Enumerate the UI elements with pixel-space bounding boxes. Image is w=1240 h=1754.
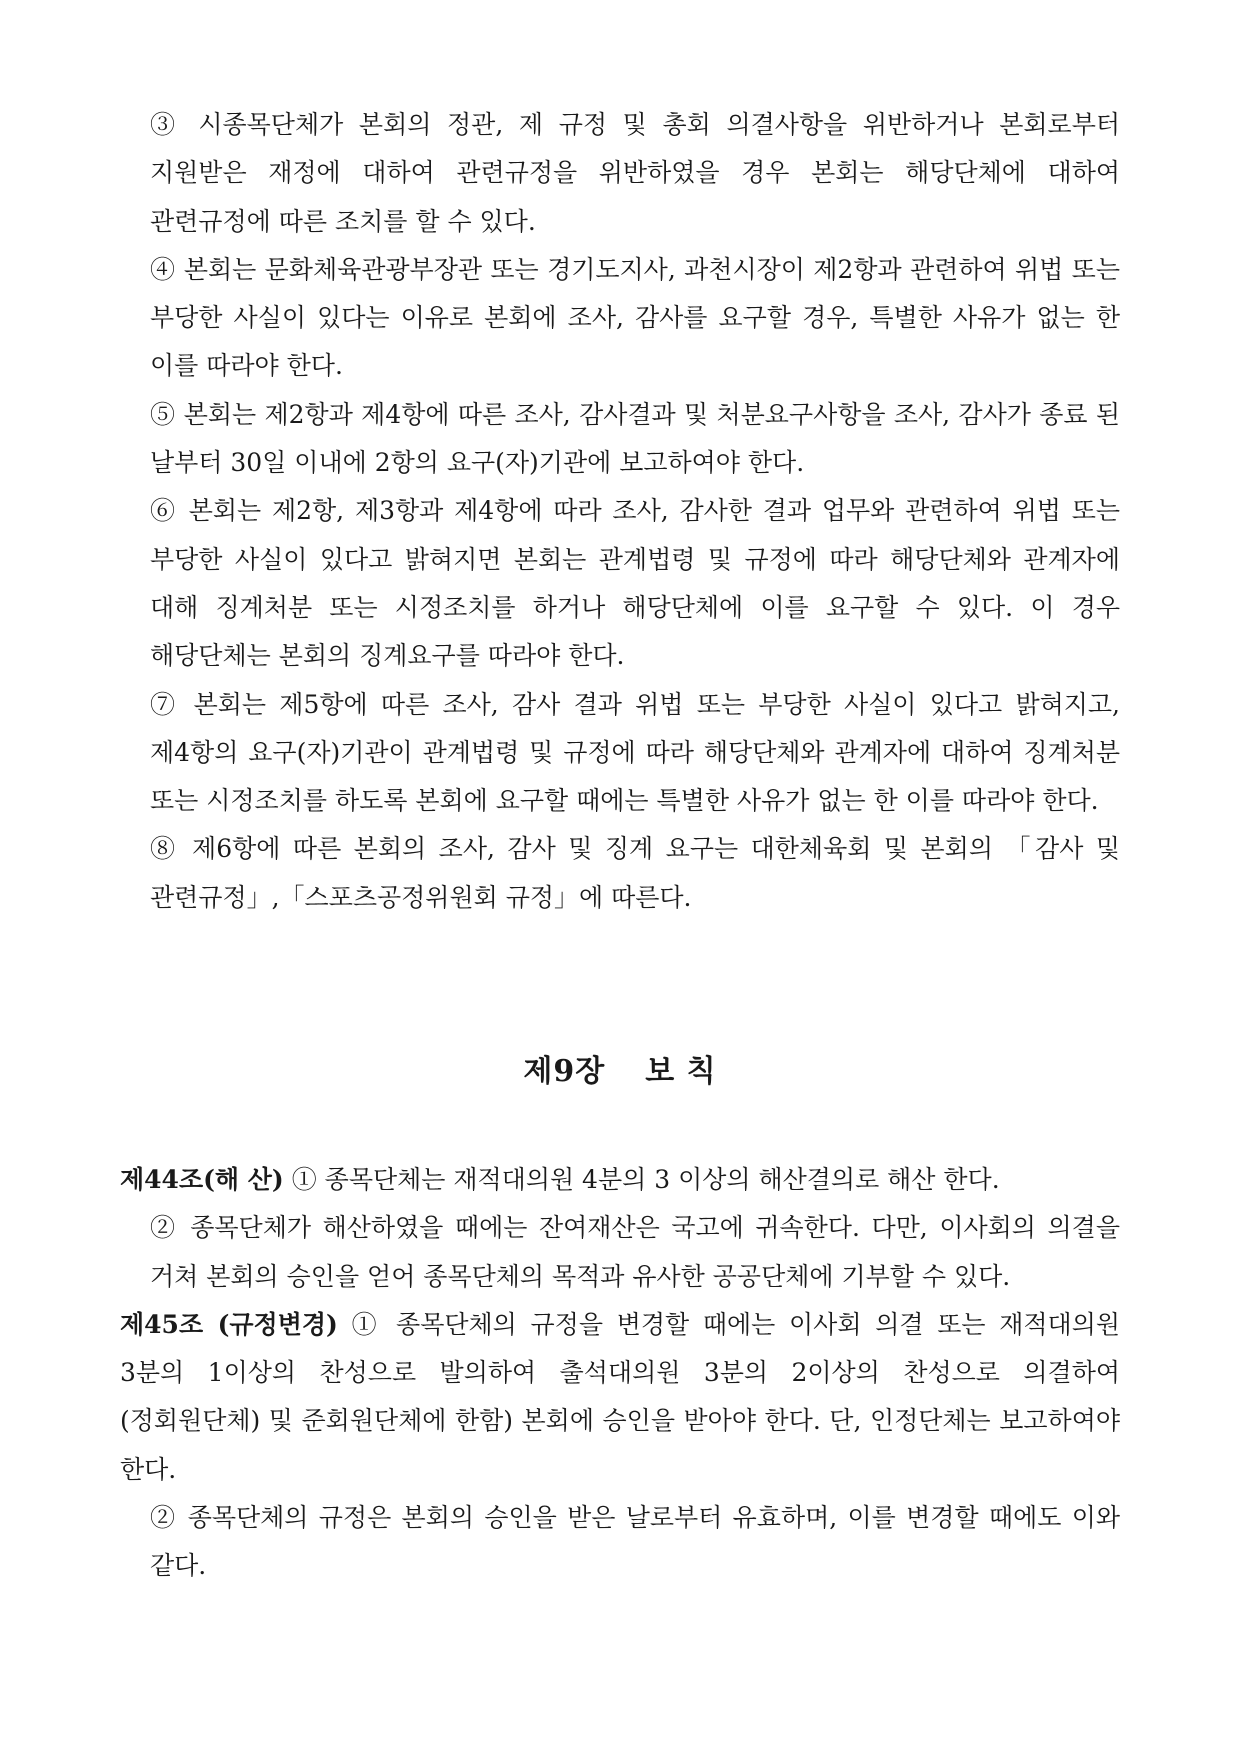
paragraph-item-6: ⑥ 본회는 제2항, 제3항과 제4항에 따라 조사, 감사한 결과 업무와 관련하여 위법 또는 부당한 사실이 있다고 밝혀지면 본회는 관계법령 및 규정에 따라 해당단체와 관계자에 대해 징계처분 또는 시정조치를 하거나 해당단체에 이를 요구할 수 있다. 이 경우 해당단체는 본회의 징계요구를 따라야 한다. — [150, 496, 1120, 671]
article-44-heading: 제44조(해 산) — [120, 1165, 284, 1194]
article-group — [120, 1156, 1120, 1591]
chapter-title: 보 칙 — [645, 1054, 717, 1089]
paragraph-item-4: ④ 본회는 문화체육관광부장관 또는 경기도지사, 과천시장이 제2항과 관련하여 위법 또는 부당한 사실이 있다는 이유로 본회에 조사, 감사를 요구할 경우, 특별한 사유가 없는 한 이를 따라야 한다. — [150, 254, 1120, 381]
article-45-paragraph-1: ① 종목단체의 규정을 변경할 때에는 이사회 의결 또는 재적대의원 3분의 1이상의 찬성으로 발의하여 출석대의원 3분의 2이상의 찬성으로 의결하여(정회원단체) 및 준회원단체에 한함) 본회에 승인을 받아야 한다. 단, 인정단체는 보고하여야 한다. — [120, 1309, 1120, 1484]
article-44-first-line — [120, 1156, 1120, 1204]
paragraph-item-5: ⑤ 본회는 제2항과 제4항에 따른 조사, 감사결과 및 처분요구사항을 조사, 감사가 종료 된 날부터 30일 이내에 2항의 요구(자)기관에 보고하여야 한다. — [150, 399, 1120, 478]
paragraph-group-audit — [150, 101, 1120, 922]
paragraph-item-8: ⑧ 제6항에 따른 본회의 조사, 감사 및 징계 요구는 대한체육회 및 본회의 「감사 및 관련규정」,「스포츠공정위원회 규정」에 따른다. — [150, 834, 1120, 912]
paragraph-item-3: ③ 시종목단체가 본회의 정관, 제 규정 및 총회 의결사항을 위반하거나 본회로부터 지원받은 재정에 대하여 관련규정을 위반하였을 경우 본회는 해당단체에 대하여 관련규정에 따른 조치를 할 수 있다. — [150, 110, 1120, 236]
article-44-paragraph-2: ② 종목단체가 해산하였을 때에는 잔여재산은 국고에 귀속한다. 다만, 이사회의 의결을 거쳐 본회의 승인을 얻어 종목단체의 목적과 유사한 공공단체에 기부할 수 있다. — [150, 1213, 1120, 1291]
article-44-paragraph-1: ① 종목단체는 재적대의원 4분의 3 이상의 해산결의로 해산 한다. — [291, 1165, 1000, 1194]
chapter-heading — [0, 1048, 1240, 1096]
article-45-heading: 제45조 (규정변경) — [120, 1309, 338, 1339]
paragraph-item-7: ⑦ 본회는 제5항에 따른 조사, 감사 결과 위법 또는 부당한 사실이 있다고 밝혀지고, 제4항의 요구(자)기관이 관계법령 및 규정에 따라 해당단체와 관계자에 대하여 징계처분 또는 시정조치를 하도록 본회에 요구할 때에는 특별한 사유가 없는 한 이를 따라야 한다. — [150, 689, 1120, 816]
article-45-first-line — [120, 1301, 1120, 1494]
chapter-number: 제9장 — [523, 1054, 606, 1089]
article-45-paragraph-2: ② 종목단체의 규정은 본회의 승인을 받은 날로부터 유효하며, 이를 변경할 때에도 이와 같다. — [150, 1503, 1120, 1581]
